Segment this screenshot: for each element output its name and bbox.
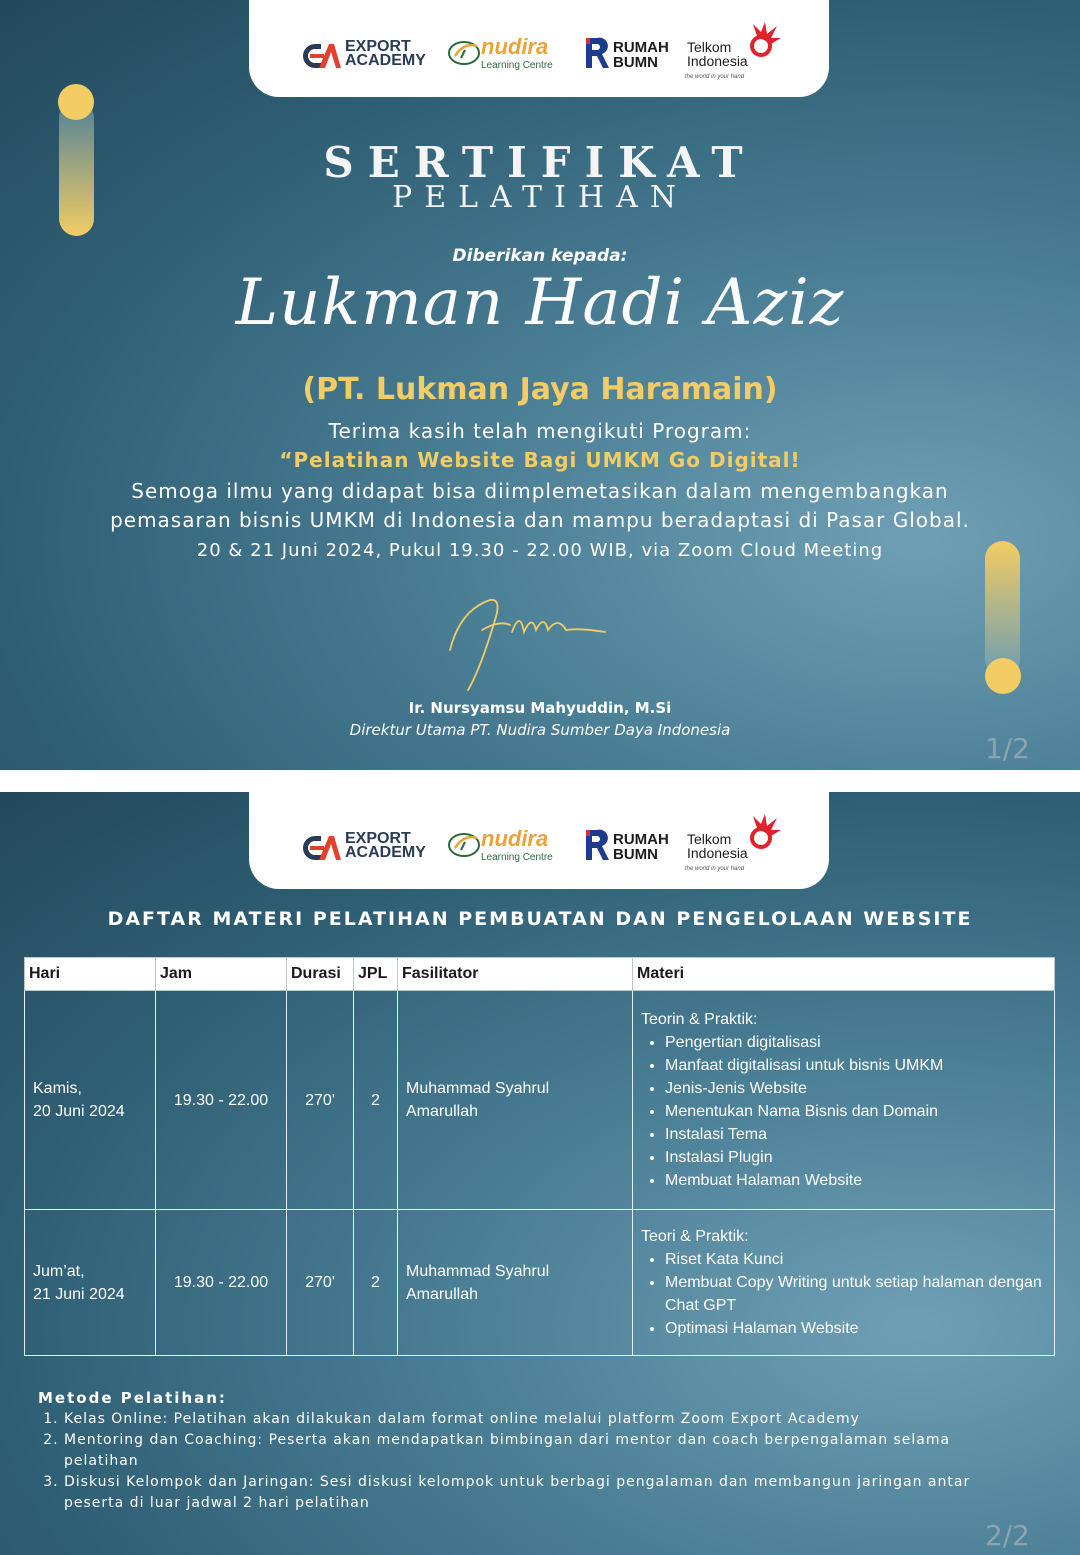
- telkom-word1: Telkom: [687, 39, 732, 55]
- nudira-logo-subtitle: Learning Centre: [481, 60, 553, 71]
- list-item: • Membuat Copy Writing untuk setiap halaman dengan Chat GPT: [665, 1271, 1046, 1317]
- list-item: • Instalasi Tema: [665, 1123, 1046, 1146]
- cell-facilitator: [398, 991, 633, 1210]
- certificate-page: [0, 0, 1080, 770]
- recipient-name: Lukman Hadi Aziz: [235, 266, 845, 340]
- rumah-bumn-logo: [613, 832, 669, 862]
- given-to-label: Diberikan kepada:: [452, 246, 628, 266]
- day-name: Jum’at,: [33, 1262, 85, 1280]
- partner-logo-bar: [249, 0, 829, 97]
- list-item: • Riset Kata Kunci: [665, 1248, 1046, 1271]
- export-academy-logo: [345, 40, 426, 68]
- materials-title: DAFTAR MATERI PELATIHAN PEMBUATAN DAN PENGELOLAAN WEBSITE: [107, 908, 973, 930]
- header-durasi: Durasi: [287, 958, 354, 991]
- list-item: • Membuat Halaman Website: [665, 1169, 1046, 1192]
- topic-list: [641, 1248, 1046, 1340]
- list-item: • Manfaat digitalisasi untuk bisnis UMKM: [665, 1054, 1046, 1077]
- cell-duration: 270': [287, 1210, 354, 1356]
- export-academy-word2: ACADEMY: [345, 52, 426, 69]
- partner-logo-bar: [249, 792, 829, 889]
- nudira-logo-icon: [447, 830, 481, 858]
- header-materi: Materi: [633, 958, 1055, 991]
- table-header-row: [25, 958, 1055, 991]
- cell-materials: [633, 1210, 1055, 1356]
- facilitator-line-1: Muhammad Syahrul: [406, 1080, 550, 1097]
- telkom-tagline: the world in your hand: [685, 74, 745, 80]
- day-date: 20 Juni 2024: [33, 1103, 125, 1120]
- recipient-company: (PT. Lukman Jaya Haramain): [302, 372, 778, 407]
- telkom-tagline: the world in your hand: [685, 866, 745, 872]
- list-item: 2. Mentoring dan Coaching: Peserta akan mendapatkan bimbingan dari mentor dan coach berpengalaman selama pelatihan: [64, 1430, 1024, 1472]
- nudira-logo-subtitle: Learning Centre: [481, 852, 553, 863]
- cell-materials: [633, 991, 1055, 1210]
- page-number: 1/2: [984, 732, 1030, 765]
- export-academy-logo-icon: [301, 834, 341, 862]
- decorative-bar-right: [985, 541, 1020, 677]
- telkom-word1: Telkom: [687, 831, 732, 847]
- table-row: [25, 991, 1055, 1210]
- materials-page: [0, 792, 1080, 1555]
- facilitator-line-2: Amarullah: [406, 1103, 479, 1120]
- export-academy-logo: [345, 832, 426, 860]
- export-academy-word2: ACADEMY: [345, 844, 426, 861]
- list-item: • Jenis-Jenis Website: [665, 1077, 1046, 1100]
- signer-title: Direktur Utama PT. Nudira Sumber Daya Indonesia: [349, 721, 731, 739]
- signature-image: [440, 580, 620, 700]
- header-jam: Jam: [156, 958, 287, 991]
- nudira-logo-icon: [447, 38, 481, 66]
- facilitator-line-2: Amarullah: [406, 1285, 479, 1303]
- wish-line-2: pemasaran bisnis UMKM di Indonesia dan mampu beradaptasi di Pasar Global.: [110, 508, 970, 532]
- rumah-bumn-logo-icon: [583, 828, 609, 862]
- cell-duration: 270': [287, 991, 354, 1210]
- export-academy-logo-icon: [301, 42, 341, 70]
- list-item: • Pengertian digitalisasi: [665, 1031, 1046, 1054]
- list-item: 3. Diskusi Kelompok dan Jaringan: Sesi diskusi kelompok untuk berbagi pengalaman dan membangun jaringan antar peserta di luar jadwal 2 hari pelatihan: [64, 1472, 1024, 1514]
- rumah-bumn-logo-icon: [583, 36, 609, 70]
- rumah-bumn-word1: RUMAH: [613, 831, 669, 848]
- thanks-text: Terima kasih telah mengikuti Program:: [328, 419, 752, 443]
- certificate-subtitle: PELATIHAN: [392, 180, 688, 215]
- rumah-bumn-word2: BUMN: [613, 54, 658, 71]
- table-row: [25, 1210, 1055, 1356]
- materials-table: [24, 957, 1055, 1356]
- telkom-word2: Indonesia: [687, 845, 748, 861]
- cell-jpl: 2: [354, 991, 398, 1210]
- list-item: • Instalasi Plugin: [665, 1146, 1046, 1169]
- list-item: • Optimasi Halaman Website: [665, 1317, 1046, 1340]
- telkom-word2: Indonesia: [687, 53, 748, 69]
- certificate-title: SERTIFIKAT: [323, 138, 757, 187]
- cell-day: [25, 991, 156, 1210]
- header-jpl: JPL: [354, 958, 398, 991]
- list-item: • Menentukan Nama Bisnis dan Domain: [665, 1100, 1046, 1123]
- wish-line-1: Semoga ilmu yang didapat bisa diimplemetasikan dalam mengembangkan: [131, 479, 949, 503]
- rumah-bumn-logo: [613, 40, 669, 70]
- cell-time: 19.30 - 22.00: [156, 1210, 287, 1356]
- nudira-logo: nudira: [481, 826, 549, 851]
- method-list: [38, 1409, 1024, 1514]
- method-heading: Metode Pelatihan:: [38, 1389, 227, 1407]
- material-heading: Teori & Praktik:: [641, 1228, 749, 1245]
- cell-facilitator: [398, 1210, 633, 1356]
- telkom-logo: [687, 40, 748, 68]
- day-date: 21 Juni 2024: [33, 1285, 125, 1303]
- cell-day: [25, 1210, 156, 1356]
- decorative-dot-right: [985, 658, 1021, 694]
- list-item: 1. Kelas Online: Pelatihan akan dilakukan dalam format online melalui platform Zoom Export Academy: [64, 1409, 1024, 1430]
- header-hari: Hari: [25, 958, 156, 991]
- signer-name: Ir. Nursyamsu Mahyuddin, M.Si: [408, 699, 672, 717]
- material-heading: Teorin & Praktik:: [641, 1011, 758, 1028]
- export-academy-word1: EXPORT: [345, 830, 411, 847]
- cell-jpl: 2: [354, 1210, 398, 1356]
- telkom-logo-icon: [741, 814, 781, 850]
- cell-time: 19.30 - 22.00: [156, 991, 287, 1210]
- day-name: Kamis,: [33, 1080, 82, 1097]
- topic-list: [641, 1031, 1046, 1192]
- schedule-text: 20 & 21 Juni 2024, Pukul 19.30 - 22.00 WIB, via Zoom Cloud Meeting: [196, 540, 884, 561]
- page-number: 2/2: [984, 1519, 1030, 1552]
- telkom-logo-icon: [741, 22, 781, 58]
- telkom-logo: [687, 832, 748, 860]
- wish-text: [60, 477, 1020, 535]
- header-fasilitator: Fasilitator: [398, 958, 633, 991]
- export-academy-word1: EXPORT: [345, 38, 411, 55]
- facilitator-line-1: Muhammad Syahrul: [406, 1262, 550, 1280]
- rumah-bumn-word2: BUMN: [613, 846, 658, 863]
- rumah-bumn-word1: RUMAH: [613, 39, 669, 56]
- program-name: “Pelatihan Website Bagi UMKM Go Digital!: [279, 448, 801, 472]
- decorative-dot-left: [58, 84, 94, 120]
- nudira-logo: nudira: [481, 34, 549, 59]
